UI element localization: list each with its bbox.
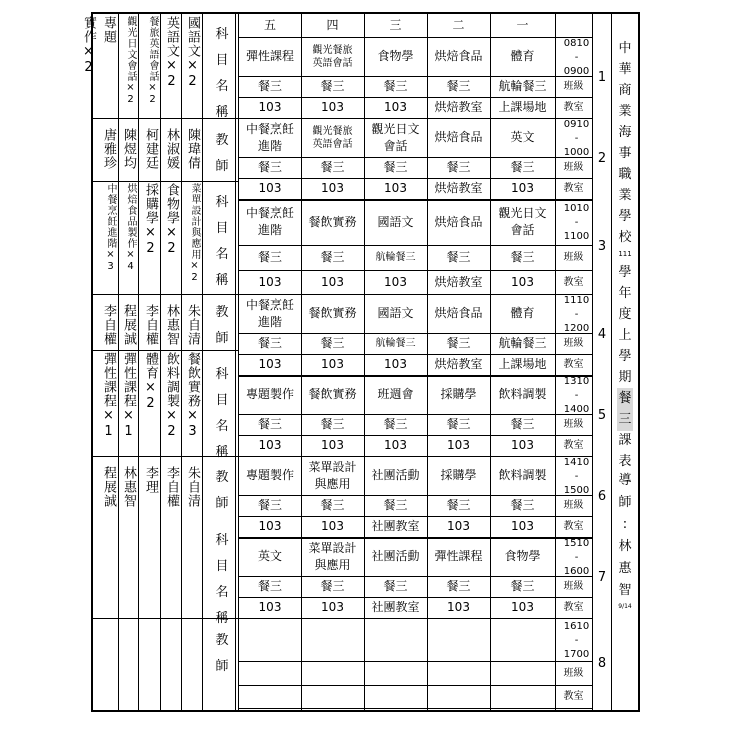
teacher-label: 師 — [215, 331, 229, 346]
room-cell: 上課場地 — [498, 100, 547, 114]
time-range — [560, 539, 593, 576]
time-range — [560, 620, 593, 661]
room-cell: 103 — [511, 274, 534, 289]
room-cell: 103 — [511, 438, 534, 452]
subject-cell: 烘焙食品 — [434, 214, 483, 229]
room-cell: 103 — [384, 100, 407, 114]
class-cell — [427, 661, 490, 685]
subject-label: 目 — [215, 559, 229, 574]
time-range — [560, 39, 593, 76]
class-cell: 餐三 — [510, 417, 535, 431]
summary-subject: 餐飲實務×3 — [185, 352, 200, 440]
class-cell: 餐三 — [510, 160, 535, 174]
teacher-label: 教 — [215, 305, 229, 320]
day-header: 四 — [326, 18, 339, 32]
title-char: 111 — [618, 250, 632, 258]
room-cell: 103 — [321, 357, 344, 371]
subject-cell: 菜單設計 與應用 — [308, 459, 357, 491]
room-cell: 103 — [384, 357, 407, 371]
class-cell: 餐三 — [320, 579, 345, 593]
class-label: 班級 — [563, 162, 584, 173]
class-cell: 餐三 — [446, 417, 471, 431]
title-char: 林 — [618, 539, 632, 554]
summary-subject: 餐旅英語會話×2 — [147, 16, 158, 106]
subject-cell: 餐飲實務 — [308, 387, 357, 401]
title-char: 業 — [618, 188, 632, 203]
room-label: 教室 — [563, 521, 584, 532]
time-end: 1700 — [563, 648, 590, 660]
teacher-label: 師 — [215, 159, 229, 174]
subject-cell: 餐飲實務 — [308, 306, 357, 320]
subject-label: 科 — [215, 27, 229, 42]
time-end: 1500 — [563, 484, 590, 496]
class-cell: 餐三 — [320, 160, 345, 174]
room-cell: 烘焙教室 — [434, 100, 483, 114]
class-cell: 餐三 — [257, 498, 282, 512]
class-cell — [301, 661, 364, 685]
period-number: 1 — [597, 70, 607, 85]
title-char: 職 — [618, 167, 632, 182]
room-cell: 103 — [321, 274, 344, 289]
title-char: 校 — [618, 230, 632, 245]
time-dash: - — [574, 634, 579, 646]
time-start: 0910 — [563, 118, 590, 130]
summary-subject: 國語文×2 — [185, 16, 200, 90]
summary-teacher: 陳瑋倩 — [185, 128, 200, 170]
room-cell: 103 — [447, 600, 470, 614]
subject-cell: 食物學 — [377, 49, 414, 63]
class-cell — [490, 661, 555, 685]
subject-label: 名 — [215, 247, 229, 262]
summary-teacher: 李理 — [143, 466, 158, 494]
subject-cell: 食物學 — [504, 549, 541, 563]
class-cell: 餐三 — [257, 336, 282, 350]
class-cell: 餐三 — [320, 417, 345, 431]
title-char: 商 — [618, 83, 632, 98]
subject-cell: 烘焙食品 — [434, 306, 483, 320]
title-char: 餐 — [617, 388, 633, 410]
subject-cell: 國語文 — [377, 214, 414, 229]
class-cell: 航輪餐三 — [498, 79, 547, 93]
time-end: 0900 — [563, 65, 590, 77]
class-cell: 餐三 — [257, 417, 282, 431]
summary-teacher: 林惠智 — [121, 466, 136, 508]
time-range — [560, 296, 593, 333]
period-number: 2 — [597, 151, 607, 166]
time-end: 1100 — [563, 231, 590, 242]
title-char: 年 — [618, 286, 632, 301]
grid-line — [93, 294, 238, 295]
time-dash: - — [574, 217, 579, 228]
subject-label: 科 — [215, 533, 229, 548]
period-number: 7 — [597, 570, 607, 585]
subject-cell: 彈性課程 — [245, 49, 294, 63]
title-char: 學 — [618, 349, 632, 364]
room-label: 教室 — [563, 359, 584, 370]
subject-cell: 專題製作 — [245, 387, 294, 401]
subject-cell: 班週會 — [377, 387, 414, 401]
subject-cell — [239, 618, 301, 661]
room-cell: 103 — [321, 600, 344, 614]
class-cell: 餐三 — [383, 579, 408, 593]
subject-cell: 中餐烹飪 進階 — [245, 297, 294, 329]
subject-cell: 體育 — [510, 306, 535, 320]
period-number: 3 — [597, 239, 607, 254]
class-cell: 餐三 — [446, 79, 471, 93]
class-cell: 餐三 — [446, 579, 471, 593]
subject-cell: 烘焙食品 — [434, 130, 483, 144]
subject-cell: 英文 — [257, 549, 282, 563]
room-cell: 103 — [258, 181, 282, 195]
subject-label: 科 — [215, 195, 229, 210]
title-char: : — [622, 517, 628, 532]
title-char: 表 — [618, 454, 632, 469]
class-cell: 餐三 — [446, 160, 471, 174]
subject-cell: 採購學 — [440, 468, 477, 482]
summary-teacher: 柯建廷 — [143, 128, 158, 170]
class-cell: 航輪餐三 — [375, 252, 416, 263]
subject-cell: 飲料調製 — [498, 468, 547, 482]
subject-label: 目 — [215, 53, 229, 68]
class-label: 班級 — [563, 338, 584, 349]
subject-cell: 體育 — [510, 49, 535, 63]
subject-cell: 彈性課程 — [434, 549, 483, 563]
room-cell: 103 — [321, 100, 344, 114]
title-char: 課 — [618, 433, 632, 448]
room-cell: 社團教室 — [371, 600, 420, 614]
room-cell — [364, 685, 427, 708]
room-cell: 103 — [511, 519, 534, 533]
summary-teacher: 李自權 — [143, 304, 158, 346]
subject-label: 稱 — [215, 611, 229, 626]
day-header: 五 — [263, 18, 276, 32]
room-cell: 103 — [258, 274, 282, 289]
time-start: 1110 — [563, 294, 590, 306]
time-start: 1510 — [563, 537, 590, 549]
room-cell: 烘焙教室 — [434, 357, 483, 371]
grid-line — [93, 181, 238, 182]
room-label: 教室 — [563, 691, 584, 702]
summary-subject: 食物學×2 — [164, 183, 179, 257]
subject-label: 名 — [215, 79, 229, 94]
summary-teacher: 林淑媛 — [164, 128, 179, 170]
time-range — [560, 458, 593, 495]
title-char: 華 — [618, 62, 632, 77]
time-dash: - — [574, 389, 579, 401]
subject-cell: 觀光日文 會話 — [371, 121, 420, 153]
class-cell: 餐三 — [446, 498, 471, 512]
time-end: 1600 — [563, 565, 590, 577]
summary-teacher: 李自權 — [164, 466, 179, 508]
room-label: 教室 — [563, 602, 584, 613]
class-cell: 餐三 — [320, 336, 345, 350]
summary-teacher: 程展誠 — [101, 466, 116, 508]
room-label: 教室 — [563, 102, 584, 113]
class-cell: 餐三 — [383, 160, 408, 174]
time-end: 1000 — [563, 146, 590, 158]
time-start: 1410 — [563, 456, 590, 468]
time-end: 1400 — [563, 403, 590, 415]
subject-cell — [490, 618, 555, 661]
class-label: 班級 — [563, 667, 584, 679]
subject-cell: 餐飲實務 — [308, 214, 357, 229]
class-cell: 餐三 — [257, 579, 282, 593]
subject-label: 稱 — [215, 273, 229, 288]
period-number: 8 — [597, 655, 607, 671]
time-start: 1010 — [563, 203, 590, 214]
subject-cell: 採購學 — [440, 387, 477, 401]
room-cell: 103 — [511, 600, 534, 614]
class-cell: 餐三 — [510, 498, 535, 512]
subject-cell: 飲料調製 — [498, 387, 547, 401]
summary-teacher: 朱自清 — [185, 304, 200, 346]
time-range — [560, 377, 593, 414]
title-char: 業 — [618, 104, 632, 119]
class-label: 班級 — [563, 581, 584, 592]
grid-line — [238, 708, 592, 709]
class-cell — [364, 661, 427, 685]
class-label: 班級 — [563, 252, 584, 263]
subject-cell: 社團活動 — [371, 468, 420, 482]
summary-subject: 觀光日文會話×2 — [125, 16, 136, 106]
summary-teacher: 李自權 — [101, 304, 116, 346]
room-cell: 103 — [258, 519, 282, 533]
subject-cell — [301, 618, 364, 661]
room-label: 教室 — [563, 440, 584, 451]
class-cell: 餐三 — [383, 79, 408, 93]
class-cell: 餐三 — [320, 79, 345, 93]
summary-subject: 烘焙食品製作×4 — [125, 183, 136, 273]
summary-subject: 專題 實作×2 — [81, 16, 116, 76]
time-start: 0810 — [563, 37, 590, 49]
title-char: 學 — [618, 265, 632, 280]
summary-teacher: 朱自清 — [185, 466, 200, 508]
title-char: 上 — [618, 328, 632, 343]
summary-subject: 採購學×2 — [143, 183, 158, 257]
day-header: 三 — [389, 18, 402, 32]
time-dash: - — [574, 470, 579, 482]
room-cell: 103 — [258, 357, 282, 371]
class-cell: 餐三 — [383, 417, 408, 431]
class-cell: 餐三 — [257, 160, 282, 174]
title-char: 中 — [618, 41, 632, 56]
title-char: 期 — [618, 370, 632, 385]
title-char: 度 — [618, 307, 632, 322]
room-cell: 103 — [321, 438, 344, 452]
subject-cell: 觀光日文 會話 — [498, 206, 547, 237]
room-cell: 103 — [258, 600, 282, 614]
room-cell — [301, 685, 364, 708]
class-cell: 餐三 — [446, 336, 471, 350]
class-cell — [239, 661, 301, 685]
title-char: 海 — [618, 125, 632, 140]
room-label: 教室 — [563, 183, 584, 194]
title-char: 師 — [618, 495, 632, 510]
subject-label: 稱 — [215, 105, 229, 120]
summary-subject: 英語文×2 — [164, 16, 179, 90]
subject-label: 稱 — [215, 445, 229, 460]
day-header: 二 — [452, 18, 465, 32]
title-char: 學 — [618, 209, 632, 224]
summary-subject: 彈性課程×1 — [101, 352, 116, 440]
room-cell: 103 — [384, 274, 407, 289]
grid-line — [592, 14, 593, 710]
title-char: 事 — [618, 146, 632, 161]
room-cell: 103 — [447, 438, 470, 452]
class-cell: 航輪餐三 — [498, 336, 547, 350]
subject-cell: 觀光餐旅 英語會話 — [312, 44, 353, 69]
room-cell: 103 — [384, 181, 407, 195]
title-char: 導 — [618, 473, 632, 488]
title-char: 9/14 — [618, 603, 632, 610]
teacher-label: 教 — [215, 133, 229, 148]
subject-cell — [364, 618, 427, 661]
class-cell: 餐三 — [320, 498, 345, 512]
room-cell: 社團教室 — [371, 519, 420, 533]
room-cell: 103 — [321, 519, 344, 533]
room-cell — [427, 685, 490, 708]
room-cell: 103 — [511, 181, 534, 195]
summary-teacher: 程展誠 — [121, 304, 136, 346]
summary-subject: 彈性課程×1 — [121, 352, 136, 440]
summary-teacher: 唐雅珍 — [101, 128, 116, 170]
title-char: 惠 — [618, 561, 632, 576]
class-cell: 餐三 — [510, 250, 535, 264]
subject-label: 科 — [215, 367, 229, 382]
time-dash: - — [574, 308, 579, 320]
summary-subject: 菜單設計與應用×2 — [189, 183, 200, 284]
room-cell: 上課場地 — [498, 357, 547, 371]
subject-cell: 中餐烹飪 進階 — [245, 206, 294, 237]
summary-subject: 體育×2 — [143, 352, 158, 412]
room-cell: 103 — [258, 438, 282, 452]
teacher-label: 教 — [215, 633, 229, 648]
room-cell — [490, 685, 555, 708]
period-number: 5 — [597, 408, 607, 423]
subject-cell: 菜單設計 與應用 — [308, 540, 357, 572]
class-cell: 餐三 — [446, 250, 471, 264]
room-cell: 103 — [447, 519, 470, 533]
class-cell: 餐三 — [383, 498, 408, 512]
subject-cell: 英文 — [510, 130, 535, 144]
class-label: 班級 — [563, 419, 584, 430]
subject-cell: 烘焙食品 — [434, 49, 483, 63]
teacher-label: 師 — [215, 496, 229, 511]
time-start: 1310 — [563, 375, 590, 387]
summary-teacher: 陳煜均 — [121, 128, 136, 170]
period-number: 6 — [597, 489, 607, 504]
class-cell: 餐三 — [320, 250, 345, 264]
class-label: 班級 — [563, 500, 584, 511]
room-cell: 103 — [384, 438, 407, 452]
subject-label: 名 — [215, 419, 229, 434]
room-cell — [239, 685, 301, 708]
subject-cell: 觀光餐旅 英語會話 — [312, 125, 353, 150]
class-cell: 餐三 — [257, 250, 282, 264]
class-label: 班級 — [563, 81, 584, 92]
summary-teacher: 林惠智 — [164, 304, 179, 346]
class-cell: 航輪餐三 — [375, 338, 416, 349]
subject-cell: 專題製作 — [245, 468, 294, 482]
time-range — [560, 120, 593, 157]
subject-cell: 國語文 — [377, 306, 414, 320]
time-dash: - — [574, 51, 579, 63]
room-cell: 103 — [258, 100, 282, 114]
subject-label: 目 — [215, 393, 229, 408]
subject-label: 名 — [215, 585, 229, 600]
class-cell: 餐三 — [257, 79, 282, 93]
summary-subject: 中餐烹飪進階×3 — [105, 183, 116, 273]
period-number: 4 — [597, 327, 607, 342]
room-cell: 103 — [321, 181, 344, 195]
teacher-label: 教 — [215, 470, 229, 485]
day-header: 一 — [516, 18, 529, 32]
title-char: 智 — [618, 583, 632, 598]
room-cell: 烘焙教室 — [434, 181, 483, 195]
time-dash: - — [574, 132, 579, 144]
subject-label: 目 — [215, 221, 229, 236]
class-cell: 餐三 — [510, 579, 535, 593]
time-range — [560, 201, 593, 245]
time-dash: - — [574, 551, 579, 563]
title-char: 三 — [617, 409, 633, 431]
room-cell: 烘焙教室 — [434, 274, 483, 289]
subject-cell: 中餐烹飪 進階 — [245, 121, 294, 153]
time-start: 1610 — [563, 620, 590, 632]
summary-subject: 飲料調製×2 — [164, 352, 179, 440]
subject-cell — [427, 618, 490, 661]
grid-line — [611, 14, 612, 710]
subject-cell: 社團活動 — [371, 549, 420, 563]
room-label: 教室 — [563, 276, 584, 288]
teacher-label: 師 — [215, 659, 229, 674]
time-end: 1200 — [563, 322, 590, 334]
